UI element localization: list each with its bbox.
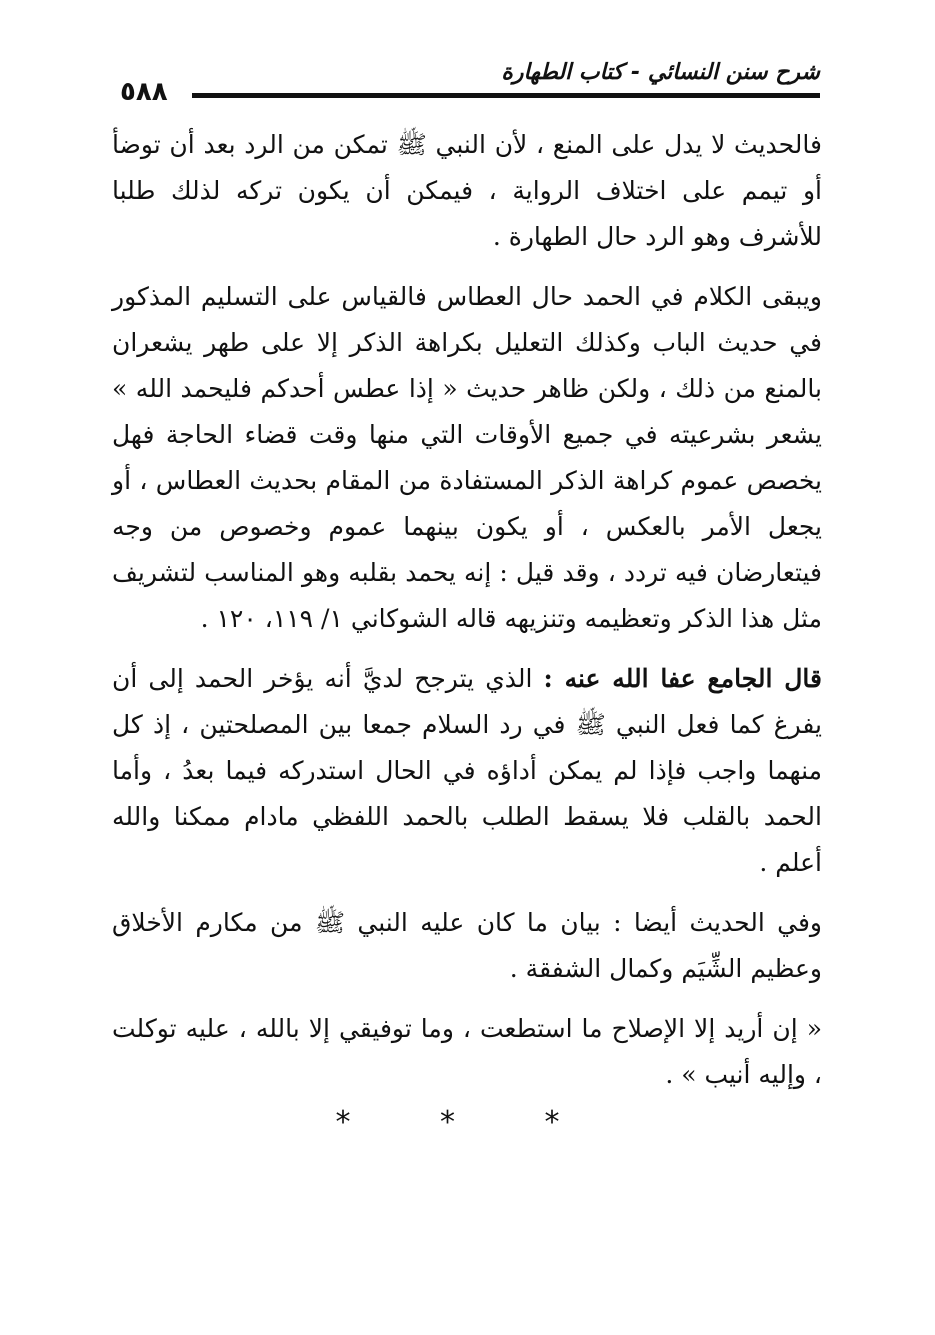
paragraph-1 — [112, 122, 822, 260]
paragraph-text: الذي يترجح لديَّ أنه يؤخر الحمد إلى أن يفرغ كما فعل النبي ﷺ في رد السلام جمعا بين المصلحتين ، إذ كل منهما واجب فإذا لم يمكن أداؤه في الحال استدركه فيما بعدُ ، وأما الحمد بالقلب فلا يسقط الطلب بالحمد اللفظي مادام ممكنا والله أعلم . — [112, 664, 822, 877]
paragraph-5 — [112, 1006, 822, 1098]
body-text — [112, 122, 822, 1112]
header-rule — [192, 93, 820, 98]
paragraph-text: وفي الحديث أيضا : بيان ما كان عليه النبي ﷺ من مكارم الأخلاق وعظيم الشِّيَم وكمال الشفقة . — [112, 908, 822, 983]
paragraph-4 — [112, 900, 822, 992]
page-header — [120, 60, 820, 106]
section-ornament: * * * — [335, 1105, 600, 1140]
paragraph-lead: قال الجامع عفا الله عنه : — [543, 664, 822, 693]
paragraph-2 — [112, 274, 822, 642]
page-number: ٥٨٨ — [120, 77, 168, 107]
running-title: شرح سنن النسائي - كتاب الطهارة — [501, 60, 820, 85]
paragraph-text: فالحديث لا يدل على المنع ، لأن النبي ﷺ تمكن من الرد بعد أن توضأ أو تيمم على اختلاف الرواية ، فيمكن أن يكون تركه لذلك طلبا للأشرف وهو الرد حال الطهارة . — [112, 130, 822, 251]
paragraph-text: « إن أريد إلا الإصلاح ما استطعت ، وما توفيقي إلا بالله ، عليه توكلت ، وإليه أنيب » . — [112, 1014, 822, 1089]
paragraph-3 — [112, 656, 822, 886]
paragraph-text: ويبقى الكلام في الحمد حال العطاس فالقياس على التسليم المذكور في حديث الباب وكذلك التعليل بكراهة الذكر إلا على طهر يشعران بالمنع من ذلك ، ولكن ظاهر حديث « إذا عطس أحدكم فليحمد الله » يشعر بشرعيته في جميع الأوقات التي منها وقت قضاء الحاجة فهل يخصص عموم كراهة الذكر المستفادة من المقام بحديث العطاس ، أو يجعل الأمر بالعكس ، أو يكون بينهما عموم وخصوص من وجه فيتعارضان فيه تردد ، وقد قيل : إنه يحمد بقلبه وهو المناسب لتشريف مثل هذا الذكر وتعظيمه وتنزيهه قاله الشوكاني ١/ ١١٩، ١٢٠ . — [112, 282, 822, 633]
